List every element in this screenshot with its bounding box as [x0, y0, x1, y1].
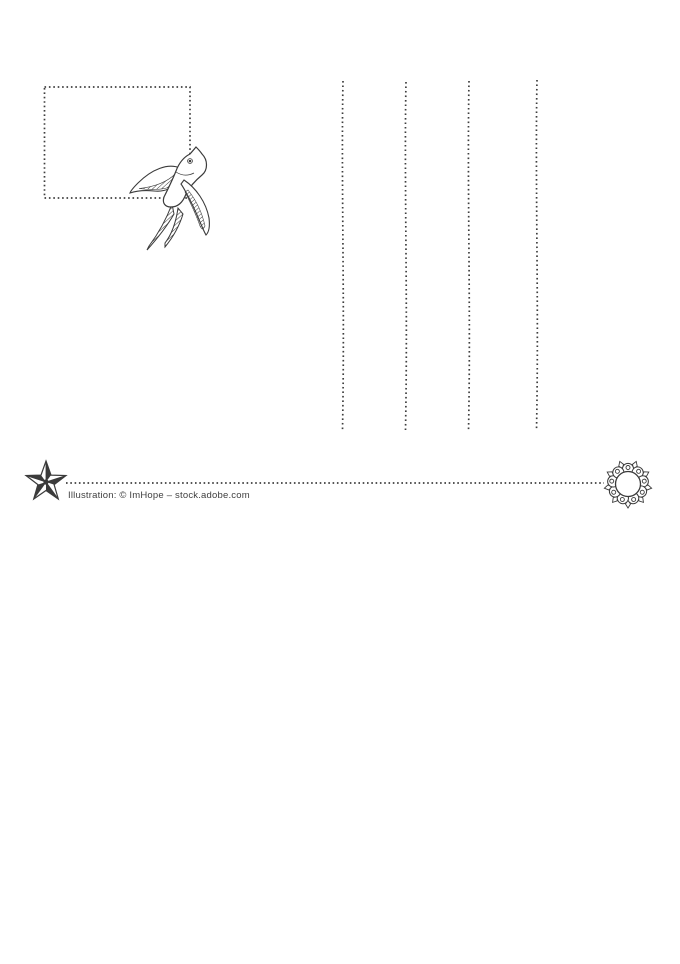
- address-line: [468, 81, 469, 431]
- address-line: [342, 81, 343, 430]
- address-lines: [342, 80, 537, 431]
- address-line: [536, 80, 537, 430]
- star-ornament: [26, 461, 66, 499]
- illustration-credit-text: Illustration: © ImHope – stock.adobe.com: [68, 490, 250, 501]
- flower-ornament: [604, 461, 652, 508]
- flower-center: [616, 472, 641, 497]
- address-line: [405, 82, 406, 430]
